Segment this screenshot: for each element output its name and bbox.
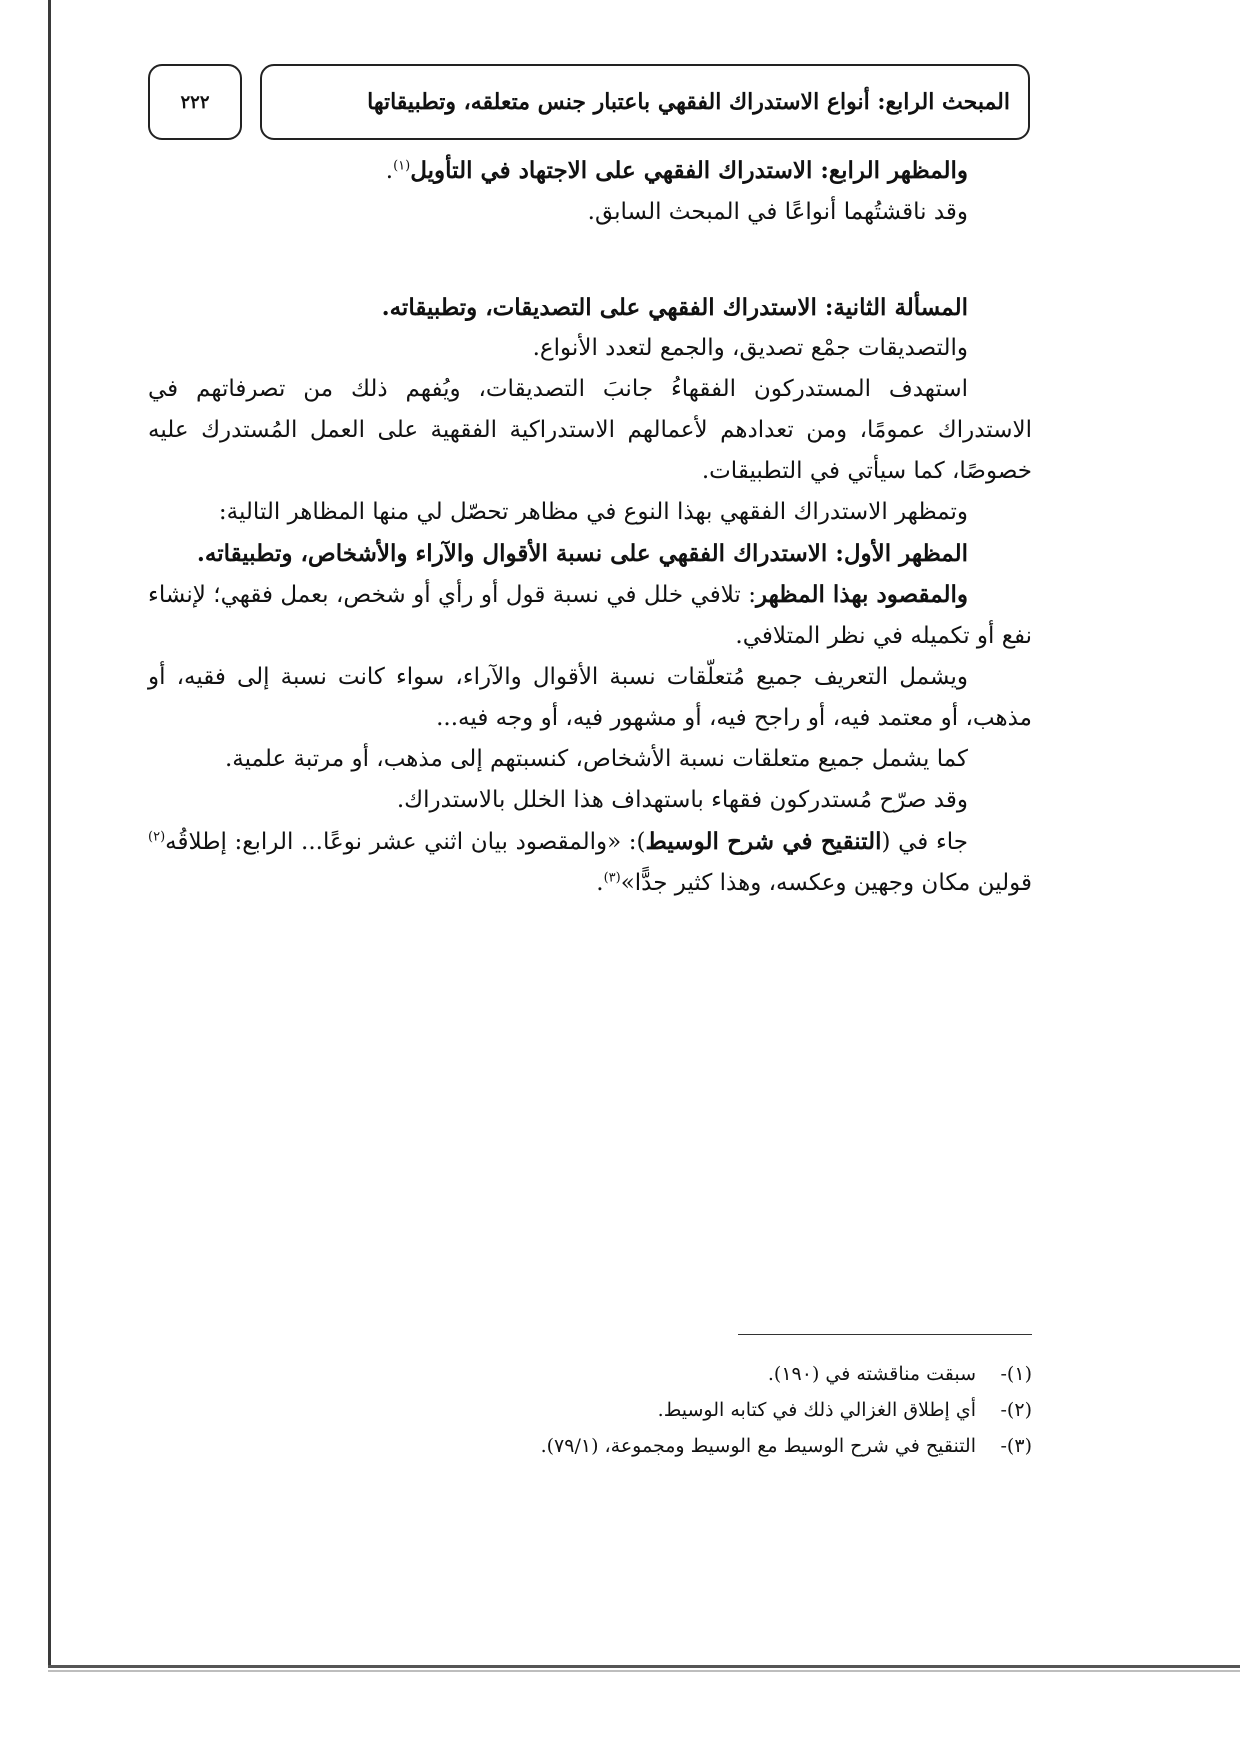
subheading-first-aspect: المظهر الأول: الاستدراك الفقهي على نسبة الأقوال والآراء والأشخاص، وتطبيقاته. — [196, 540, 968, 567]
cited-book-title: التنقيح في شرح الوسيط — [645, 828, 882, 855]
footnote-ref-2: (٢) — [148, 829, 166, 845]
paragraph-5: استهدف المستدركون الفقهاءُ جانبَ التصديقات، ويُفهم ذلك من تصرفاتهم في الاستدراك عمومًا، ومن تعدادهم لأعمالهم الاستدراكية الفقهية على العمل المُستدرك عليه خصوصًا، كما سيأتي في التطبيقات. — [148, 376, 1033, 484]
paragraph-8 — [148, 574, 1032, 657]
section-heading: المسألة الثانية: الاستدراك الفقهي على التصديقات، وتطبيقاته. — [381, 294, 968, 321]
page-frame-left-border — [48, 0, 51, 1668]
paragraph-11: وقد صرّح مُستدركون فقهاء باستهداف هذا الخلل بالاستدراك. — [396, 787, 968, 813]
footnote-3 — [148, 1428, 1032, 1464]
footnote-2-number: (٢)- — [1000, 1399, 1032, 1421]
page-number-box — [148, 64, 242, 140]
footnote-3-number: (٣)- — [1000, 1435, 1032, 1457]
running-header-title: المبحث الرابع: أنواع الاستدراك الفقهي باعتبار جنس متعلقه، وتطبيقاتها — [367, 89, 1010, 115]
paragraph-6: وتمظهر الاستدراك الفقهي بهذا النوع في مظاهر تحصّل لي منها المظاهر التالية: — [218, 499, 968, 525]
paragraph-12-c: قولين مكان وجهين وعكسه، وهذا كثير جدًّا» — [620, 870, 1032, 896]
page-number: ٢٢٢ — [180, 91, 210, 113]
footnote-1-text: سبقت مناقشته في (١٩٠). — [767, 1363, 976, 1385]
footnote-ref-3: (٣) — [603, 870, 621, 886]
paragraph-12 — [148, 821, 1032, 904]
footnote-3-text: التنقيح في شرح الوسيط مع الوسيط ومجموعة، (٧٩/١). — [540, 1435, 976, 1457]
paragraph-8-rest: : تلافي خلل في نسبة قول أو رأي أو شخص، بعمل فقهي؛ لإنشاء نفع أو تكميله في نظر المتلافي. — [148, 582, 1032, 649]
paragraph-10: كما يشمل جميع متعلقات نسبة الأشخاص، كنسبتهم إلى مذهب، أو مرتبة علمية. — [224, 746, 968, 772]
paragraph-1-bold: والمظهر الرابع: الاستدراك الفقهي على الاجتهاد في التأويل — [410, 157, 968, 184]
running-header — [260, 64, 1030, 140]
footnote-2-text: أي إطلاق الغزالي ذلك في كتابه الوسيط. — [657, 1399, 976, 1421]
paragraph-4: والتصديقات جمْع تصديق، والجمع لتعدد الأنواع. — [532, 335, 968, 361]
paragraph-12-b: ): «والمقصود بيان اثني عشر نوعًا... الرابع: إطلاقُه — [165, 829, 646, 855]
paragraph-8-bold: والمقصود بهذا المظهر — [755, 581, 968, 608]
paragraph-2: وقد ناقشتُهما أنواعًا في المبحث السابق. — [587, 199, 968, 225]
paragraph-1-end: . — [385, 158, 394, 184]
footnote-1 — [148, 1356, 1032, 1392]
page-frame-bottom-border — [48, 1665, 1240, 1668]
footnote-separator — [738, 1334, 1032, 1335]
footnotes — [148, 1356, 1032, 1464]
footnote-ref-1: (١) — [393, 158, 411, 174]
main-text — [148, 150, 1032, 904]
footnote-1-number: (١)- — [1000, 1363, 1032, 1385]
page-frame-bottom-shadow — [48, 1670, 1240, 1672]
footnote-2 — [148, 1392, 1032, 1428]
paragraph-9: ويشمل التعريف جميع مُتعلّقات نسبة الأقوال والآراء، سواء كانت نسبة إلى فقيه، أو مذهب، أو معتمد فيه، أو راجح فيه، أو مشهور فيه، أو وجه فيه... — [148, 664, 1032, 731]
paragraph-12-a: جاء في ( — [881, 829, 968, 855]
paragraph-1 — [148, 150, 1032, 192]
paragraph-12-end: . — [596, 870, 604, 896]
